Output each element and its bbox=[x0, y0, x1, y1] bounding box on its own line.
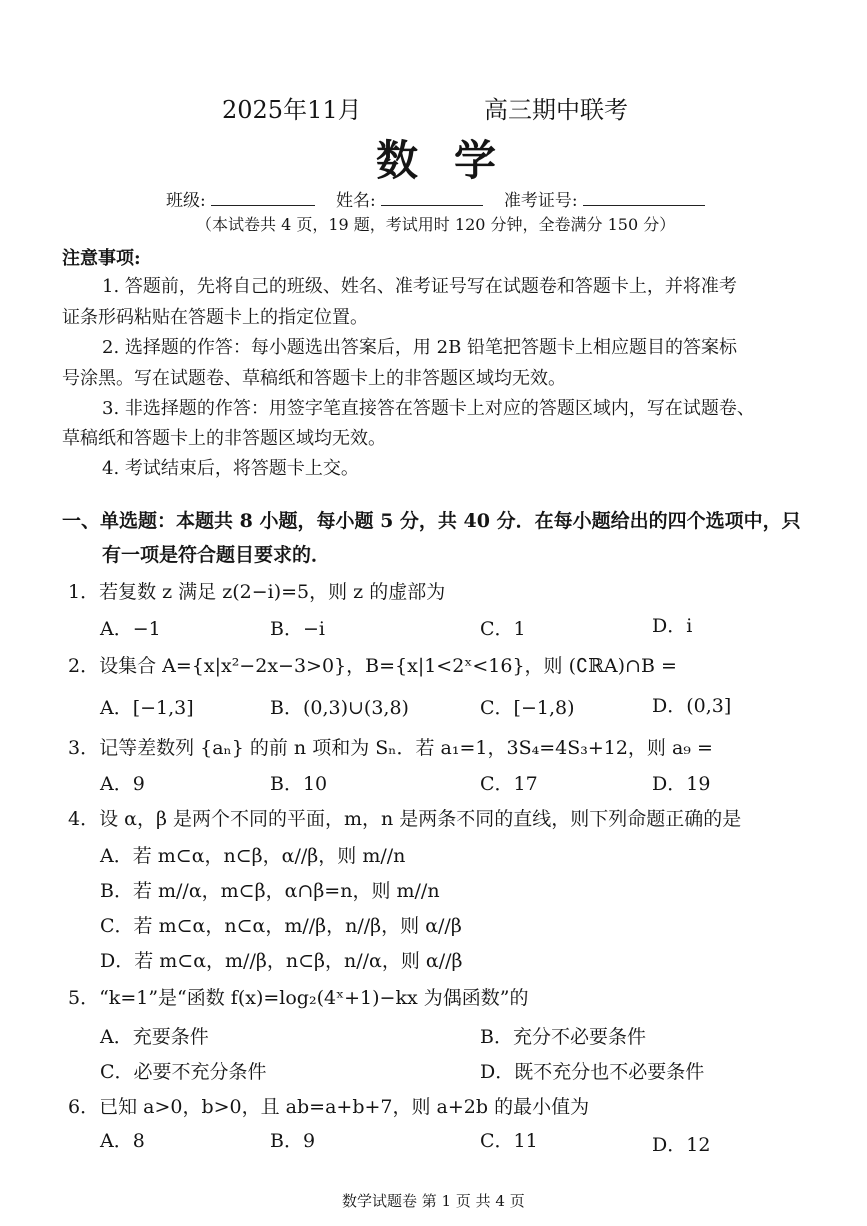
q6-option-c[interactable]: C．11 bbox=[480, 1130, 538, 1152]
name-blank[interactable] bbox=[381, 189, 483, 206]
q6-option-b[interactable]: B．9 bbox=[270, 1130, 316, 1152]
q2-option-a[interactable]: A．[−1,3] bbox=[100, 697, 194, 719]
question-1-stem: 1．若复数 z 满足 z(2−i)=5，则 z 的虚部为 bbox=[68, 581, 446, 603]
q1-option-c[interactable]: C．1 bbox=[480, 618, 526, 640]
q4-option-d[interactable]: D．若 m⊂α，m//β，n⊂β，n//α，则 α//β bbox=[100, 950, 463, 972]
question-6-stem: 6．已知 a>0，b>0，且 ab=a+b+7，则 a+2b 的最小值为 bbox=[68, 1096, 590, 1118]
q2-option-c[interactable]: C．[−1,8) bbox=[480, 697, 575, 719]
section-1-heading: 一、单选题：本题共 8 小题，每小题 5 分，共 40 分．在每小题给出的四个选项中，只 bbox=[62, 510, 801, 532]
subject-char-1: 数 bbox=[376, 136, 419, 185]
q1-option-d[interactable]: D．i bbox=[652, 615, 693, 637]
name-label: 姓名: bbox=[335, 191, 376, 211]
q5-option-c[interactable]: C．必要不充分条件 bbox=[100, 1061, 267, 1083]
section-1-heading-cont: 有一项是符合题目要求的． bbox=[102, 544, 331, 566]
q3-option-c[interactable]: C．17 bbox=[480, 773, 538, 795]
notice-item-2: 2. 选择题的作答：每小题选出答案后，用 2B 铅笔把答题卡上相应题目的答案标 bbox=[102, 337, 738, 358]
q4-option-a[interactable]: A．若 m⊂α，n⊂β，α//β，则 m//n bbox=[100, 845, 406, 867]
q3-option-a[interactable]: A．9 bbox=[100, 773, 145, 795]
question-3-stem: 3．记等差数列 {aₙ} 的前 n 项和为 Sₙ．若 a₁=1，3S₄=4S₃+12，则 a₉ = bbox=[68, 737, 713, 759]
question-5-stem: 5．“k=1”是“函数 f(x)=log₂(4ˣ+1)−kx 为偶函数”的 bbox=[68, 987, 529, 1009]
question-4-stem: 4．设 α，β 是两个不同的平面，m，n 是两条不同的直线，则下列命题正确的是 bbox=[68, 808, 742, 830]
q5-option-a[interactable]: A．充要条件 bbox=[100, 1026, 209, 1048]
subject-char-2: 学 bbox=[454, 136, 497, 185]
notice-item-1-cont: 证条形码粘贴在答题卡上的指定位置。 bbox=[62, 307, 368, 328]
q6-option-a[interactable]: A．8 bbox=[100, 1130, 145, 1152]
notice-item-1: 1. 答题前，先将自己的班级、姓名、准考证号写在试题卷和答题卡上，并将准考 bbox=[102, 276, 737, 297]
ticket-blank[interactable] bbox=[583, 189, 705, 206]
page-footer: 数学试题卷 第 1 页 共 4 页 bbox=[342, 1192, 525, 1210]
q3-option-d[interactable]: D．19 bbox=[652, 773, 711, 795]
exam-date: 2025年11月 bbox=[222, 96, 362, 124]
notice-item-3-cont: 草稿纸和答题卡上的非答题区域均无效。 bbox=[62, 428, 386, 449]
q6-option-d[interactable]: D．12 bbox=[652, 1134, 711, 1156]
q2-option-b[interactable]: B．(0,3)∪(3,8) bbox=[270, 697, 409, 719]
exam-name: 高三期中联考 bbox=[484, 96, 628, 124]
q5-option-d[interactable]: D．既不充分也不必要条件 bbox=[480, 1061, 705, 1083]
q1-option-a[interactable]: A．−1 bbox=[100, 618, 161, 640]
question-2-stem: 2．设集合 A={x|x²−2x−3>0}，B={x|1<2ˣ<16}，则 (∁ℝA)∩B = bbox=[68, 655, 677, 677]
exam-note: （本试卷共 4 页，19 题，考试用时 120 分钟，全卷满分 150 分） bbox=[196, 215, 676, 234]
q1-option-b[interactable]: B．−i bbox=[270, 618, 325, 640]
info-fields bbox=[166, 186, 705, 211]
notice-item-2-cont: 号涂黑。写在试题卷、草稿纸和答题卡上的非答题区域均无效。 bbox=[62, 368, 566, 389]
q5-option-b[interactable]: B．充分不必要条件 bbox=[480, 1026, 646, 1048]
q4-option-c[interactable]: C．若 m⊂α，n⊂α，m//β，n//β，则 α//β bbox=[100, 915, 462, 937]
q2-option-d[interactable]: D．(0,3] bbox=[652, 695, 732, 717]
subject-title bbox=[376, 128, 496, 188]
notice-item-4: 4. 考试结束后，将答题卡上交。 bbox=[102, 458, 359, 479]
ticket-label: 准考证号: bbox=[503, 191, 578, 211]
notice-heading: 注意事项: bbox=[62, 248, 141, 269]
q4-option-b[interactable]: B．若 m//α，m⊂β，α∩β=n，则 m//n bbox=[100, 880, 440, 902]
class-blank[interactable] bbox=[211, 189, 315, 206]
class-label: 班级: bbox=[166, 191, 206, 211]
q3-option-b[interactable]: B．10 bbox=[270, 773, 328, 795]
notice-item-3: 3. 非选择题的作答：用签字笔直接答在答题卡上对应的答题区域内，写在试题卷、 bbox=[102, 398, 755, 419]
